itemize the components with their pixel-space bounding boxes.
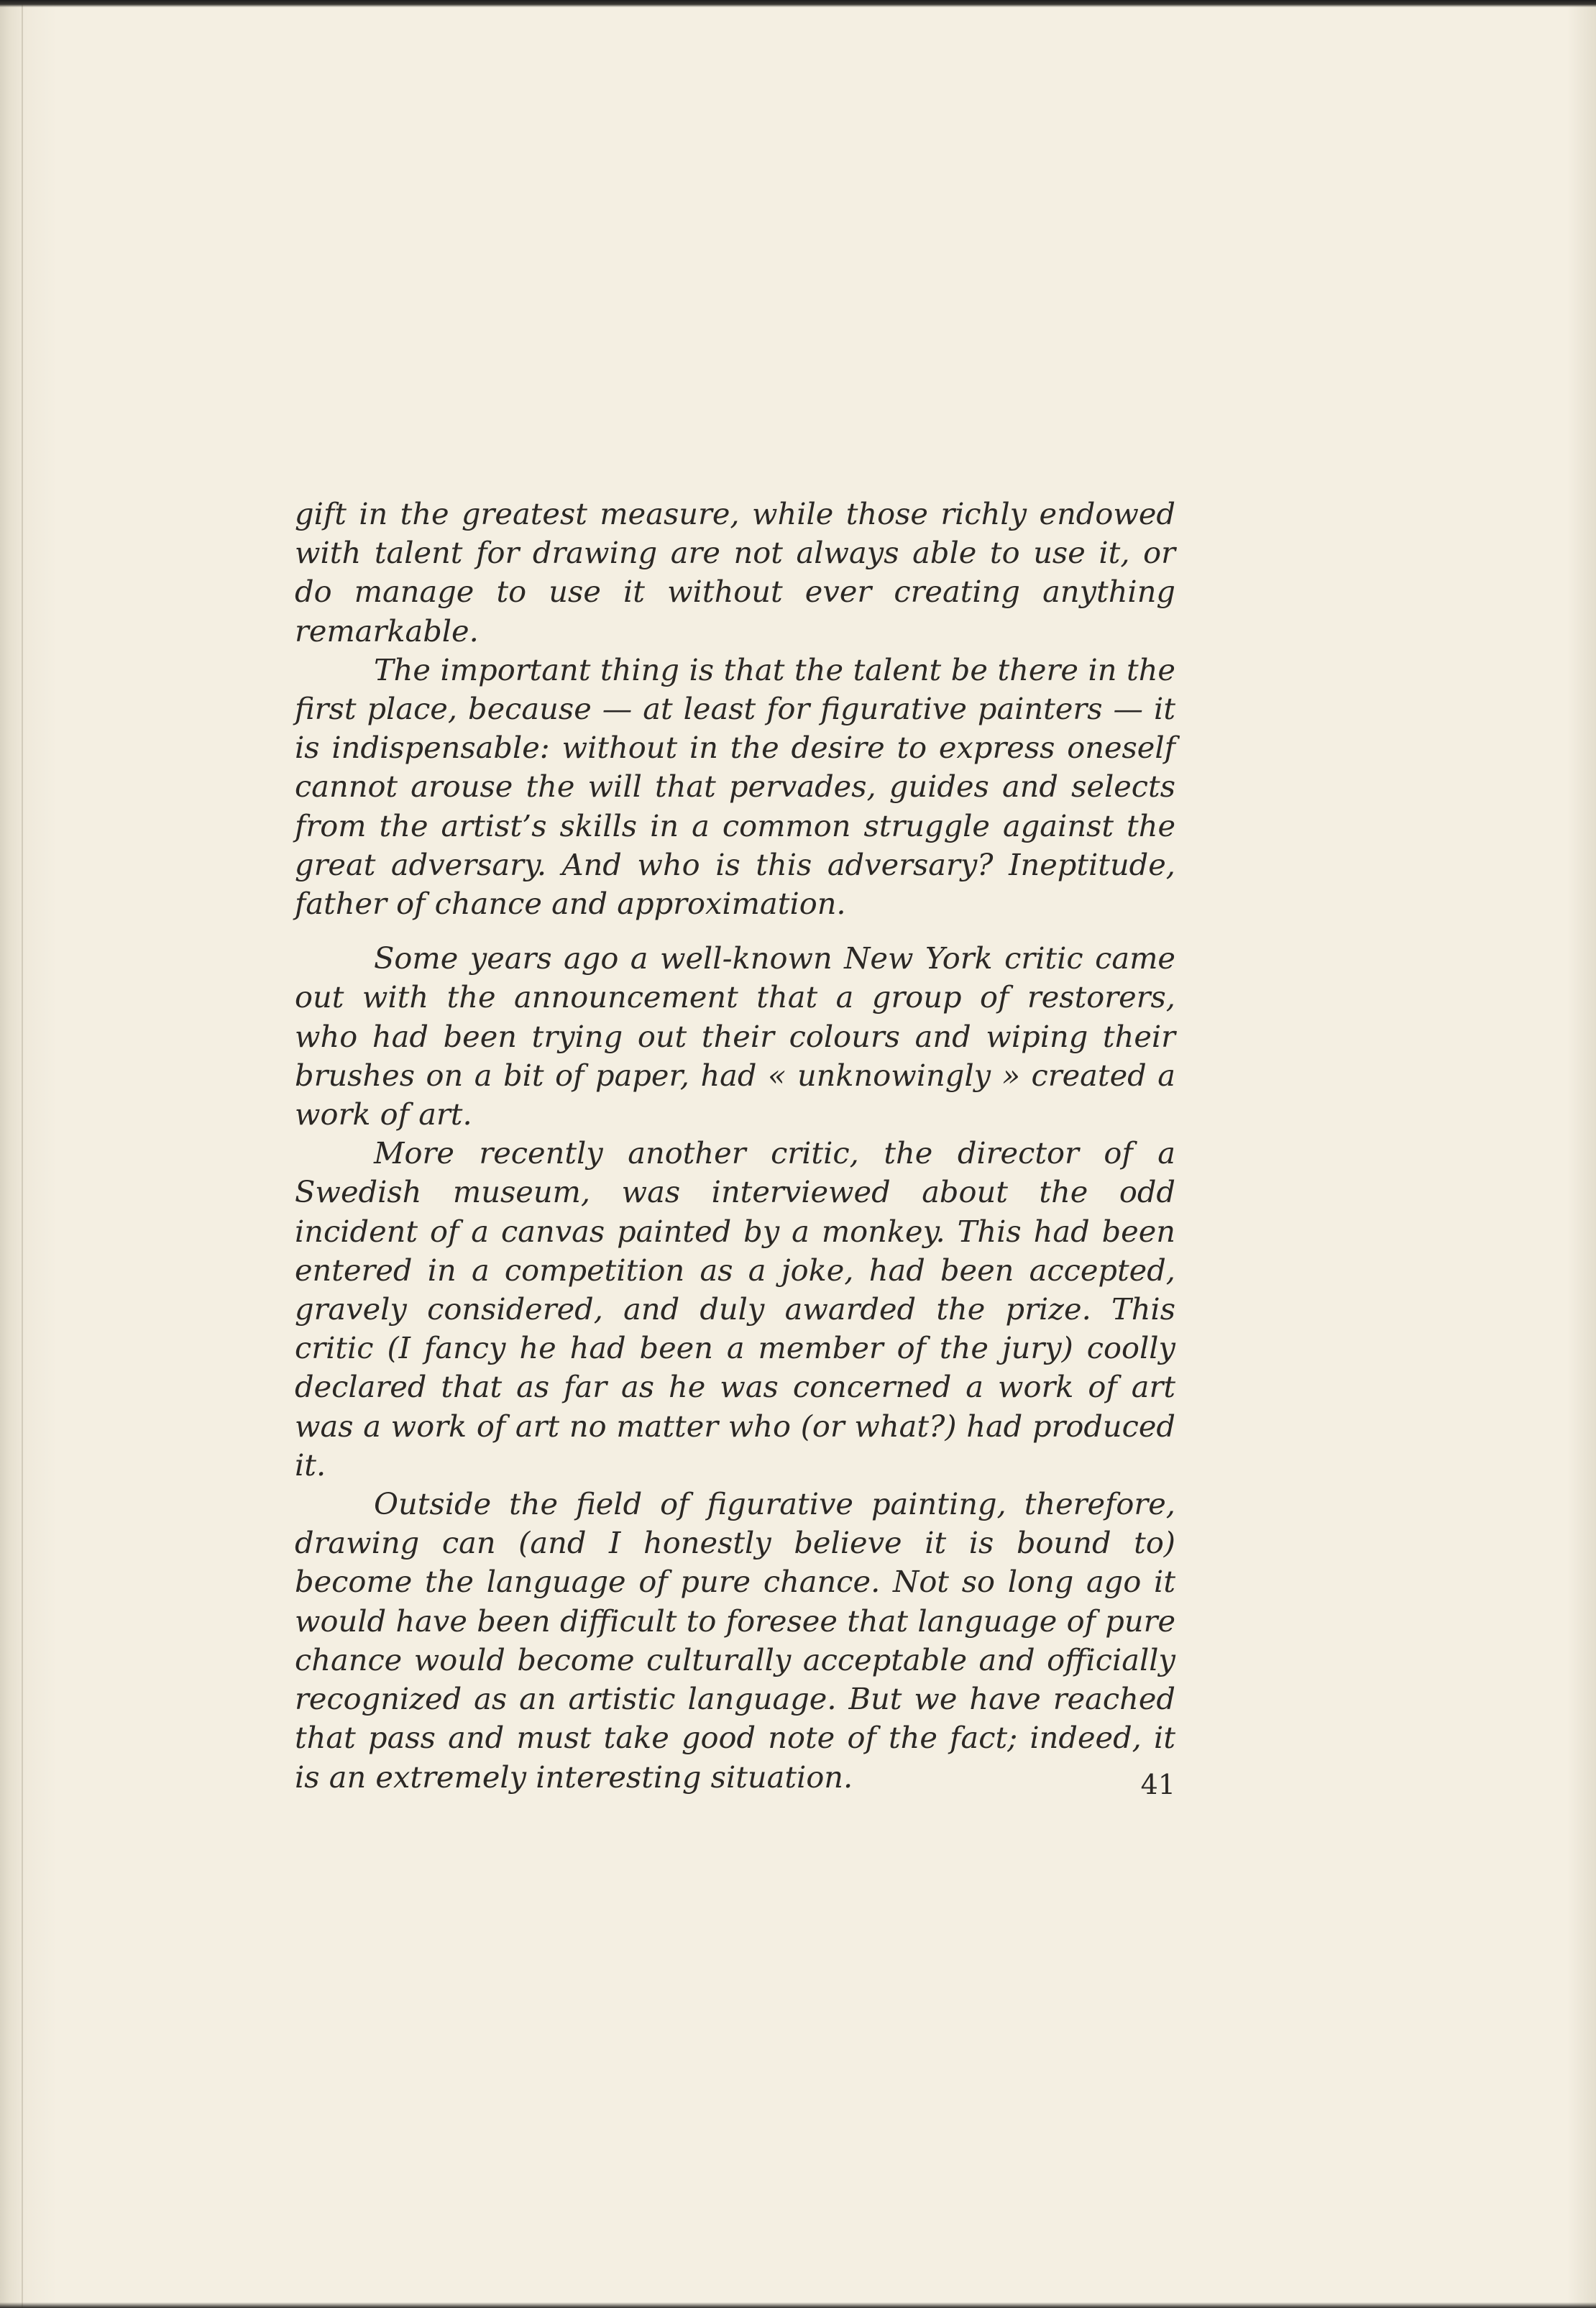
paragraph-new-york-critic: Some years ago a well-known New York critic came out with the announcement that a group of restorers, who had been trying out their colours and wiping their brushes on a bit of paper, had « unknowingly » created a work of art. (295, 940, 1175, 1132)
paragraph-pure-chance: Outside the field of figurative painting, therefore, drawing can (and I honestly believe it is bound to) become the language of pure chance. Not so long ago it would have been difficult to foresee that language of pure chance would become culturally acceptable and officially recognized as an artistic language. But we have reached that pass and must take good note of the fact; indeed, it is an extremely interesting situation. (295, 1486, 1175, 1795)
scan-top-edge (0, 0, 1596, 7)
paragraph-continuation: gift in the greatest measure, while those richly endowed with talent for drawing are not always able to use it, or do manage to use it without ever creating anything remarkable. (295, 496, 1175, 649)
paragraph-talent: The important thing is that the talent be there in the first place, because — at least for figurative painters — it is indispensable: without in the desire to express oneself cannot arouse the will that pervades, guides and selects from the artist’s skills in a common struggle against the great adversary. And who is this adversary? Ineptitude, father of chance and approximation. (295, 651, 1175, 922)
binding-fold-line (22, 0, 23, 2308)
scan-bottom-edge (0, 2302, 1596, 2308)
paragraph-swedish-museum: More recently another critic, the director of a Swedish museum, was interviewed about the odd incident of a canvas painted by a monkey. This had been entered in a competition as a joke, had been accepted, gravely considered, and duly awarded the prize. This critic (I fancy he had been a member of the jury) coolly declared that as far as he was concerned a work of art was a work of art no matter who (or what?) had produced it. (295, 1135, 1175, 1483)
binding-gutter (0, 0, 58, 2308)
right-edge-shade (1567, 0, 1596, 2308)
body-text (295, 495, 1175, 1797)
page-number: 41 (1140, 1769, 1175, 1800)
